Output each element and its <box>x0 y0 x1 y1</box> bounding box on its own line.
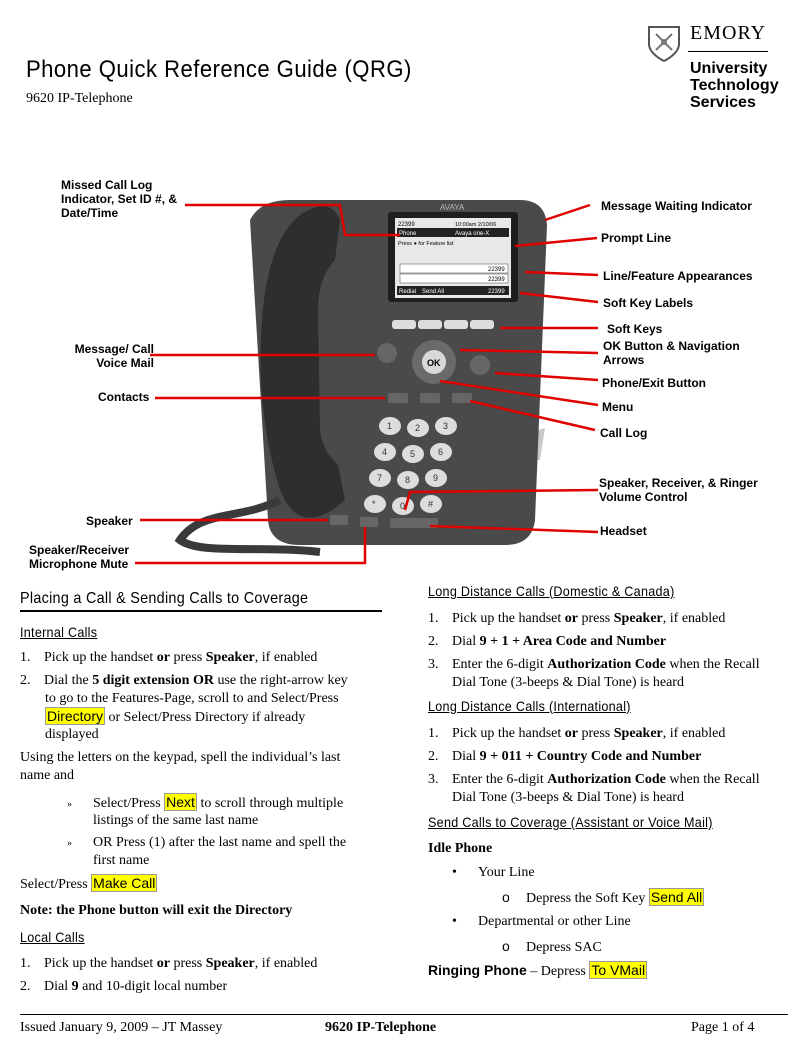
key-5: 5 <box>410 449 416 459</box>
directory-softkey: Directory <box>47 708 104 724</box>
key-2: 2 <box>415 423 421 433</box>
coverage-depress-sac: o Depress SAC <box>502 938 602 955</box>
ld-intl-step-3-line2: Dial Tone (3-beeps & Dial Tone) is heard <box>452 790 684 805</box>
local-step-1: 1. Pick up the handset or press Speaker, if enabled <box>20 956 318 971</box>
coverage-depress-send-all: o Depress the Soft Key Send All <box>502 889 703 906</box>
softkey-label-sendall: Send All <box>422 289 445 295</box>
screen-line-3: 22399 <box>488 289 505 295</box>
screen-line-2: 22399 <box>488 277 505 283</box>
callout-prompt-line: Prompt Line <box>601 231 672 245</box>
ld-intl-step-3: 3. Enter the 6-digit Authorization Code when the Recall <box>428 772 760 787</box>
next-softkey: Next <box>166 794 195 810</box>
ok-label: OK <box>427 358 441 368</box>
heading-local-calls: Local Calls <box>20 929 85 945</box>
heading-coverage: Send Calls to Coverage (Assistant or Voice Mail) <box>428 814 713 830</box>
key-4: 4 <box>382 447 388 457</box>
emory-shield-icon <box>646 24 682 64</box>
key-star: * <box>372 499 376 509</box>
footer-issued: Issued January 9, 2009 – JT Massey <box>20 1020 223 1035</box>
internal-sub-2-line2: first name <box>93 853 150 868</box>
local-step-2: 2. Dial 9 and 10-digit local number <box>20 979 228 994</box>
heading-ld-intl: Long Distance Calls (International) <box>428 698 631 714</box>
ld-intl-step-1: 1. Pick up the handset or press Speaker, if enabled <box>428 726 726 741</box>
internal-step-1: 1. Pick up the handset or press Speaker, if enabled <box>20 650 318 665</box>
key-7: 7 <box>377 473 383 483</box>
callout-volume: Speaker, Receiver, & Ringer Volume Control <box>599 476 758 504</box>
internal-step-2: 2. Dial the 5 digit extension OR use the right-arrow key <box>20 673 348 688</box>
logo-uts: University Technology Services <box>690 60 779 111</box>
soft-key-1 <box>392 320 416 329</box>
key-9: 9 <box>433 473 439 483</box>
callout-missed-call: Missed Call Log Indicator, Set ID #, & Date/Time <box>61 178 178 220</box>
screen-one-x: Avaya one-X <box>455 231 490 237</box>
internal-note: Note: the Phone button will exit the Directory <box>20 903 293 918</box>
callout-call-log: Call Log <box>600 426 648 440</box>
ld-domestic-step-2: 2. Dial 9 + 1 + Area Code and Number <box>428 634 667 649</box>
internal-step-2-line2: to go to the Features-Page, scroll to and Select/Press <box>45 691 339 706</box>
callout-ok-button: OK Button & Navigation Arrows <box>603 339 740 367</box>
message-button <box>377 343 397 363</box>
screen-phone-label: Phone <box>399 231 417 237</box>
menu-button <box>420 393 440 403</box>
internal-select-make-call: Select/Press Make Call <box>20 875 156 892</box>
internal-sub-1-line2: listings of the same last name <box>93 813 259 828</box>
phone-exit-button <box>470 355 490 375</box>
logo-divider <box>688 51 768 52</box>
softkey-label-redial: Redial <box>399 289 417 295</box>
call-log-button <box>452 393 472 403</box>
footer-page: Page 1 of 4 <box>691 1020 755 1035</box>
coverage-dept-line: • Departmental or other Line <box>452 914 631 929</box>
internal-sub-1: » Select/Press Next to scroll through multiple <box>67 794 344 811</box>
callout-phone-exit: Phone/Exit Button <box>602 376 706 390</box>
screen-datetime: 10:00am 2/10/06 <box>455 222 497 228</box>
key-3: 3 <box>443 421 449 431</box>
callout-message-voicemail: Message/ Call Voice Mail <box>74 342 154 370</box>
callout-soft-key-labels: Soft Key Labels <box>603 296 694 310</box>
section-rule <box>20 610 382 612</box>
callout-message-waiting: Message Waiting Indicator <box>601 199 752 213</box>
internal-para-1: Using the letters on the keypad, spell the individual’s last <box>20 750 341 765</box>
coverage-idle-phone: Idle Phone <box>428 841 493 856</box>
coverage-your-line: • Your Line <box>452 865 535 880</box>
contacts-button <box>388 393 408 403</box>
internal-step-2-line3: Directory or Select/Press Directory if already <box>47 708 306 725</box>
heading-ld-domestic: Long Distance Calls (Domestic & Canada) <box>428 583 675 599</box>
section-title-placing-call: Placing a Call & Sending Calls to Coverage <box>20 590 309 607</box>
logo-emory: EMORY <box>690 22 767 44</box>
footer-rule <box>20 1014 788 1015</box>
ld-intl-step-2: 2. Dial 9 + 011 + Country Code and Number <box>428 749 702 764</box>
key-hash: # <box>428 499 434 509</box>
callout-menu: Menu <box>602 400 634 414</box>
to-vmail-softkey: To VMail <box>591 962 646 978</box>
callout-speaker: Speaker <box>86 514 133 528</box>
heading-internal-calls: Internal Calls <box>20 624 98 640</box>
soft-key-4 <box>470 320 494 329</box>
callout-line-feature: Line/Feature Appearances <box>603 269 753 283</box>
internal-sub-2: » OR Press (1) after the last name and spell the <box>67 835 347 850</box>
send-all-softkey: Send All <box>650 889 703 905</box>
make-call-softkey: Make Call <box>93 875 156 891</box>
soft-key-2 <box>418 320 442 329</box>
internal-para-2: name and <box>20 768 75 783</box>
internal-step-2-line4: displayed <box>45 727 99 742</box>
ld-domestic-step-3-line2: Dial Tone (3-beeps & Dial Tone) is heard <box>452 675 684 690</box>
screen-prompt: Press ● for Feature list <box>398 241 454 247</box>
page-subtitle: 9620 IP-Telephone <box>26 91 133 106</box>
speaker-button <box>330 515 348 525</box>
callout-soft-keys: Soft Keys <box>607 322 663 336</box>
page-title: Phone Quick Reference Guide (QRG) <box>26 56 412 83</box>
callout-contacts: Contacts <box>98 390 150 404</box>
coverage-ringing-phone: Ringing Phone – Depress To VMail <box>428 962 646 979</box>
brand-label: AVAYA <box>440 203 465 212</box>
key-0: 0 <box>400 501 406 511</box>
footer-center: 9620 IP-Telephone <box>325 1020 437 1035</box>
callout-mute: Speaker/Receiver Microphone Mute <box>29 543 130 571</box>
key-8: 8 <box>405 475 411 485</box>
ld-domestic-step-3: 3. Enter the 6-digit Authorization Code when the Recall <box>428 657 760 672</box>
ld-domestic-step-1: 1. Pick up the handset or press Speaker, if enabled <box>428 611 726 626</box>
screen-line-1: 22399 <box>488 267 505 273</box>
mute-button <box>360 517 378 527</box>
key-6: 6 <box>438 447 444 457</box>
callout-headset: Headset <box>600 524 647 538</box>
screen-ext: 22399 <box>398 222 415 228</box>
key-1: 1 <box>387 421 393 431</box>
soft-key-3 <box>444 320 468 329</box>
